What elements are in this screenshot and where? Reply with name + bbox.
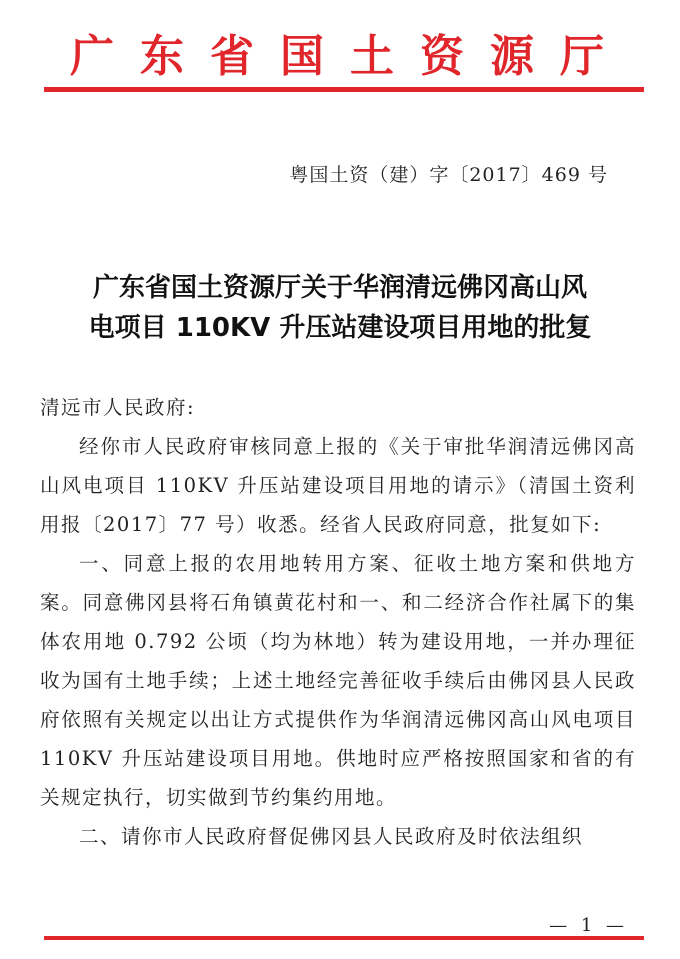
document-body (40, 388, 636, 856)
body-paragraph: 二、请你市人民政府督促佛冈县人民政府及时依法组织 (79, 825, 584, 848)
page-number: — 1 — (549, 915, 628, 936)
document-title (30, 268, 650, 348)
footer-divider (44, 936, 644, 940)
salutation: 清远市人民政府: (40, 396, 196, 419)
body-paragraph: 经你市人民政府审核同意上报的《关于审批华润清远佛冈高山风电项目 110KV 升压站建设项目用地的请示》（清国土资利用报〔2017〕77 号）收悉。经省人民政府同意，批复如下: (40, 435, 636, 536)
letterhead-title: 广东省国土资源厅 (70, 31, 630, 82)
document-title-line-2: 电项目 110KV 升压站建设项目用地的批复 (88, 313, 592, 343)
document-title-line-1: 广东省国土资源厅关于华润清远佛冈高山风 (92, 273, 587, 303)
body-paragraph: 一、同意上报的农用地转用方案、征收土地方案和供地方案。同意佛冈县将石角镇黄花村和一、和二经济合作社属下的集体农用地 0.792 公顷（均为林地）转为建设用地，一并办理征收为国有土地手续；上述土地经完善征收手续后由佛冈县人民政府依照有关规定以出让方式提供作为华润清远佛冈高山风电项目 110KV 升压站建设项目用地。供地时应严格按照国家和省的有关规定执行，切实做到节约集约用地。 (40, 552, 636, 809)
document-number: 粤国土资（建）字〔2017〕469 号 (289, 164, 608, 186)
letterhead-divider (44, 87, 644, 92)
